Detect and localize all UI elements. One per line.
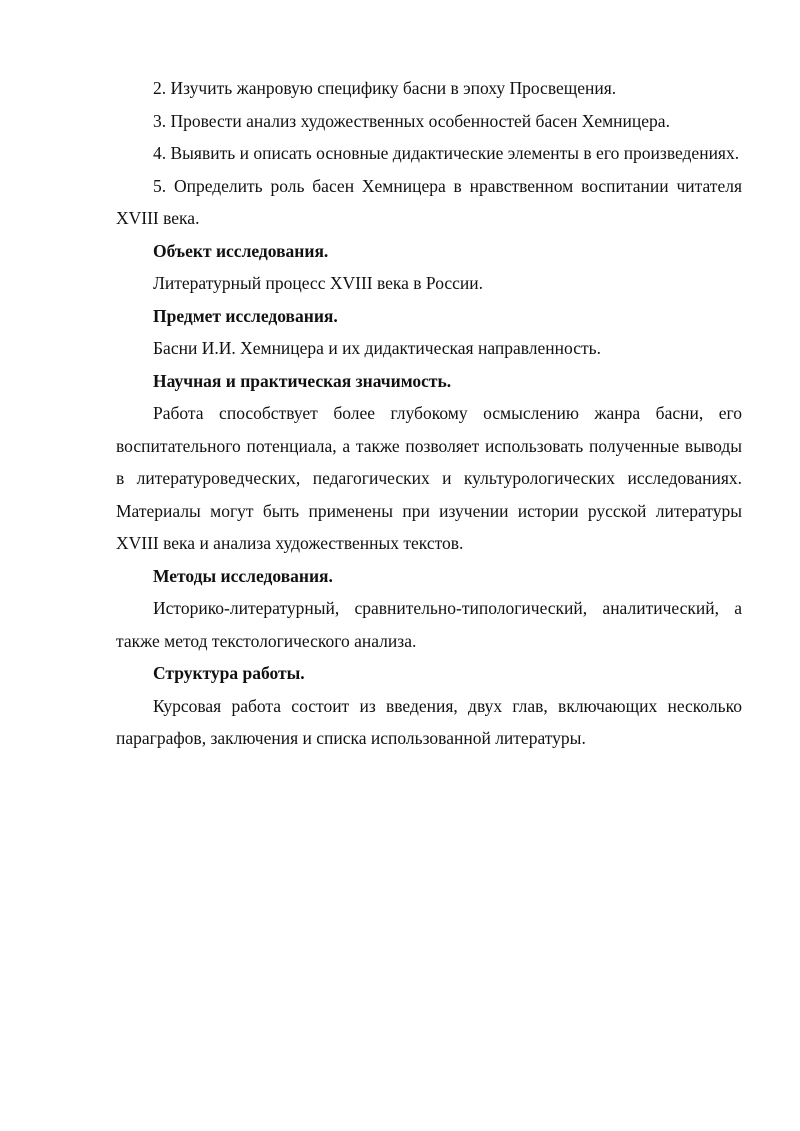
document-body (116, 72, 742, 755)
methods-text: Историко-литературный, сравнительно-типологический, аналитический, а также метод текстологического анализа. (116, 598, 742, 651)
task-item-3: 3. Провести анализ художественных особенностей басен Хемницера. (153, 110, 670, 131)
structure-heading: Структура работы. (153, 663, 305, 683)
task-item-2: 2. Изучить жанровую специфику басни в эпоху Просвещения. (153, 78, 617, 98)
task-item-5: 5. Определить роль басен Хемницера в нравственном воспитании читателя XVIII века. (116, 175, 742, 228)
methods-heading: Методы исследования. (153, 565, 333, 586)
significance-text: Работа способствует более глубокому осмыслению жанра басни, его воспитательного потенциала, а также позволяет использовать полученные выводы в литературоведческих, педагогических и культурологических исследованиях. Материалы могут быть применены при изучении истории русской литературы XVIII века и анализа художественных текстов. (116, 403, 742, 553)
subject-text: Басни И.И. Хемницера и их дидактическая направленность. (153, 338, 601, 358)
task-item-4: 4. Выявить и описать основные дидактические элементы в его произведениях. (153, 143, 740, 163)
object-heading: Объект исследования. (153, 240, 329, 261)
structure-text: Курсовая работа состоит из введения, двух глав, включающих несколько параграфов, заключения и списка использованной литературы. (116, 695, 742, 748)
subject-heading: Предмет исследования. (153, 305, 338, 326)
object-text: Литературный процесс XVIII века в России. (153, 273, 484, 293)
significance-heading: Научная и практическая значимость. (153, 370, 452, 391)
